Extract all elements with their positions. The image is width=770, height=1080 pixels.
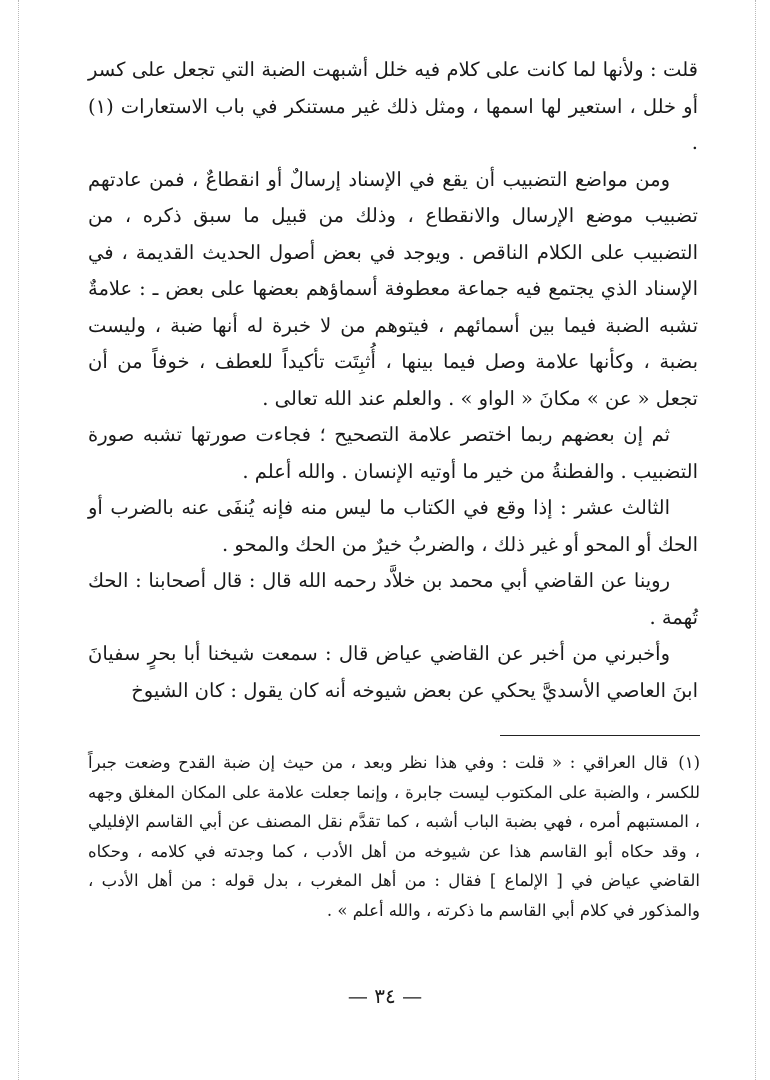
paragraph: روينا عن القاضي أبي محمد بن خلاَّد رحمه الله قال : قال أصحابنا : الحك تُهمة . [88, 569, 698, 629]
main-text-body [88, 52, 698, 709]
footnote-text: قال العراقي : « قلت : وفي هذا نظر وبعد ، من حيث إن ضبة القدح وضعت جبراً للكسر ، والضبة على المكتوب ليست جابرة ، وإنما جعلت علامة على المكان المغلق وجهه ، المستبهم أمره ، فهي بضبة الباب أشبه ، كما تقدَّم نقل المصنف عن أبي القاسم الإفليلي ، وقد حكاه أبو القاسم هذا عن شيوخه من أهل الأدب ، كما وجدته في كلامه ، وحكاه القاضي عياض في [ الإلماع ] فقال : من أهل المغرب ، بدل قوله : من أهل الأدب ، والمذكور في كلام أبي القاسم ما ذكرته ، والله أعلم » . [88, 753, 700, 920]
page-edge-rule-right [755, 0, 756, 1080]
paragraph: الثالث عشر : إذا وقع في الكتاب ما ليس منه فإنه يُنفَى عنه بالضرب أو الحك أو المحو أو غير ذلك ، والضربُ خيرٌ من الحك والمحو . [88, 496, 698, 556]
paragraph: ومن مواضع التضبيب أن يقع في الإسناد إرسالٌ أو انقطاعٌ ، فمن عادتهم تضبيب موضع الإرسال والانقطاع ، وذلك من قبيل ما سبق ذكره ، من التضبيب على الكلام الناقص . ويوجد في بعض أصول الحديث القديمة ، في الإسناد الذي يجتمع فيه جماعة معطوفة أسماؤهم بعضها على بعض ـ : علامةٌ تشبه الضبة فيما بين أسمائهم ، فيتوهم من لا خبرة له أنها ضبة ، وليست بضبة ، وكأنها علامة وصل فيما بينها ، أُثبِتَت تأكيداً للعطف ، خوفاً من أن تجعل « عن » مكانَ « الواو » . والعلم عند الله تعالى . [88, 167, 698, 410]
paragraph: ثم إن بعضهم ربما اختصر علامة التصحيح ؛ فجاءت صورتها تشبه صورة التضبيب . والفطنةُ من خير ما أوتيه الإنسان . والله أعلم . [88, 423, 698, 483]
paragraph: وأخبرني من أخبر عن القاضي عياض قال : سمعت شيخنا أبا بحرٍ سفيانَ ابنَ العاصي الأسديَّ يحكي عن بعض شيوخه أنه كان يقول : كان الشيوخ [88, 642, 698, 702]
footnote-marker: (١) [678, 753, 700, 772]
page-edge-rule-left [18, 0, 19, 1080]
paragraph: قلت : ولأنها لما كانت على كلام فيه خلل أشبهت الضبة التي تجعل على كسر أو خلل ، استعير لها اسمها ، ومثل ذلك غير مستنكر في باب الاستعارات (١) . [88, 58, 698, 154]
footnote [88, 748, 700, 925]
footnote-divider [500, 735, 700, 736]
page-number: — ٣٤ — [347, 984, 423, 1008]
